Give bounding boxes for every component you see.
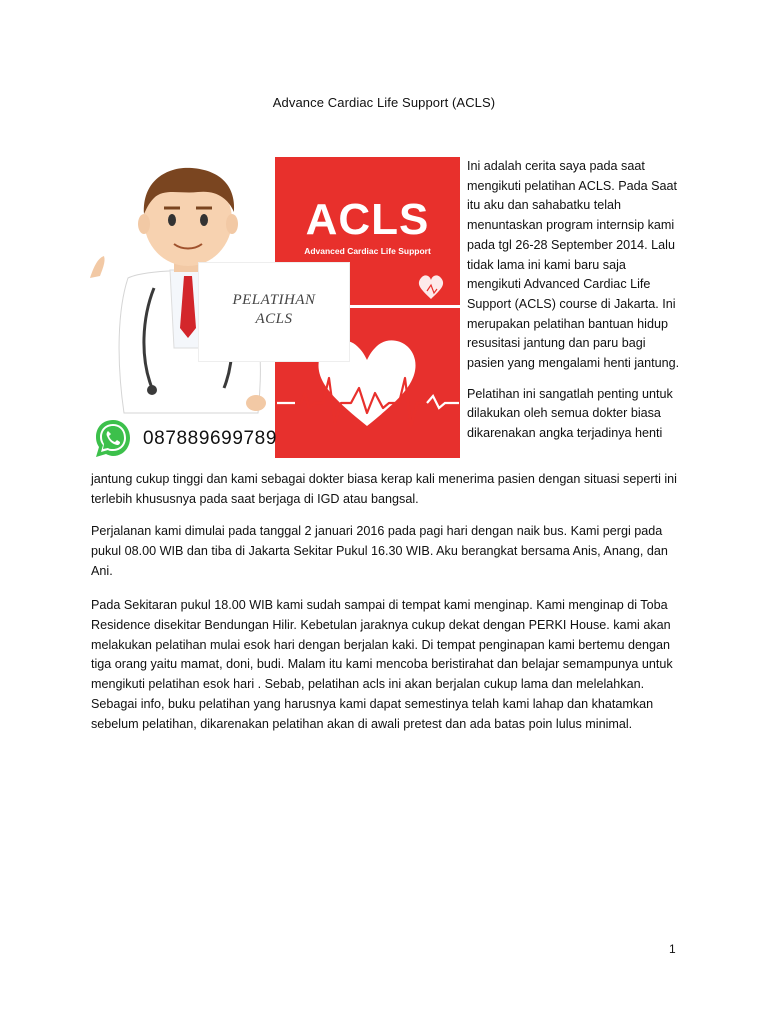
paragraph-journey: Perjalanan kami dimulai pada tanggal 2 januari 2016 pada pagi hari dengan naik bus. Kami pergi pada pukul 08.00 WIB dan tiba di Jakarta Sekitar Pukul 16.30 WIB. Aku berangkat bersama Anis, Anang, dan Ani.	[91, 524, 668, 578]
acls-logo-subtitle: Advanced Cardiac Life Support	[304, 246, 431, 256]
badge-line2: ACLS	[255, 311, 293, 327]
document-title: Advance Cardiac Life Support (ACLS)	[272, 95, 496, 110]
training-badge	[198, 262, 350, 362]
paragraph-lodging: Pada Sekitaran pukul 18.00 WIB kami sudah sampai di tempat kami menginap. Kami menginap di Toba Residence disekitar Bendungan Hilir. Kebetulan jaraknya cukup dekat dengan PERKI House. kami akan melakukan pelatihan mulai esok hari dengan berjalan kaki. Di tempat penginapan kami bertemu dengan tiga orang yaitu mamat, doni, budi. Malam itu kami mencoba beristirahat dan belajar semampunya untuk mengikuti pelatihan esok hari . Sebab, pelatihan acls ini akan berjalan cukup lama dan melelahkan. Sebagai info, buku pelatihan yang harusnya kami dapat semestinya telah kami lahap dan khatamkan sebelum pelatihan, dikarenakan pelatihan akan di awali pretest dan ada batas poin lulus minimal.	[91, 598, 673, 731]
paragraph-importance-start: Pelatihan ini sangatlah penting untuk dilakukan oleh semua dokter biasa dikarenakan angka terjadinya henti	[467, 386, 673, 441]
page-number: 1	[669, 942, 676, 956]
whatsapp-icon	[93, 418, 133, 460]
acls-logo-word: ACLS	[305, 195, 430, 244]
phone-number: 087889699789	[143, 428, 278, 449]
badge-line1: PELATIHAN	[232, 292, 316, 308]
side-text-column	[467, 157, 682, 455]
paragraph-importance-cont: jantung cukup tinggi dan kami sebagai dokter biasa kerap kali menerima pasien dengan situasi seperti ini terlebih khususnya pada saat berjaga di IGD atau bangsal.	[91, 472, 677, 506]
paragraph-intro: Ini adalah cerita saya pada saat mengikuti pelatihan ACLS. Pada Saat itu aku dan sahabatku telah menuntaskan program internsip kami pada tgl 26-28 September 2014. Lalu tidak lama ini kami baru saja mengikuti Advanced Cardiac Life Support (ACLS) course di Jakarta. Ini merupakan pelatihan bantuan hidup resusitasi jantung dan paru bagi pasien yang mengalami henti jantung.	[467, 159, 680, 371]
